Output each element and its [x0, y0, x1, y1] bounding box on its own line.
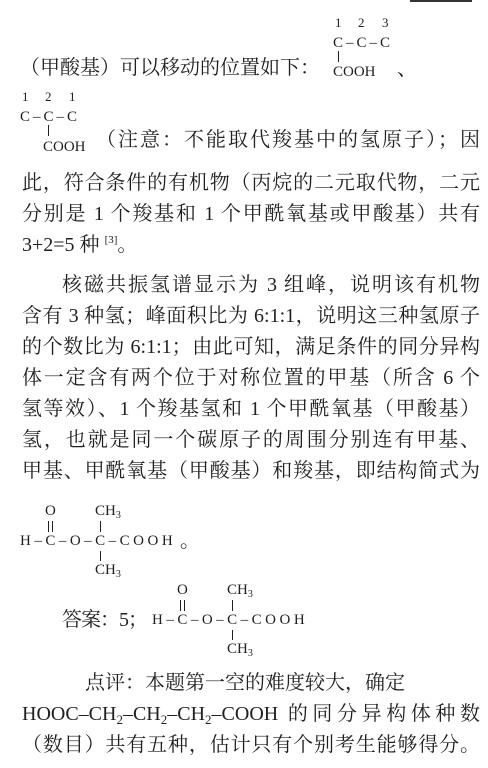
main-chain: H–C–O–C–COOH [152, 612, 309, 628]
carbon-chain: C–C–C [333, 35, 394, 51]
double-bond [180, 600, 181, 611]
formula-part: –CH [122, 703, 161, 725]
paragraph-1-line: 此，符合条件的有机物（丙烷的二元取代物，二元 [22, 172, 480, 194]
double-bond [184, 600, 185, 611]
review-line-3: （数目）共有五种，估计只有个别考生能够得分。 [22, 734, 480, 756]
paragraph-1-line: 分别是 1 个羧基和 1 个甲酰氧基或甲酸基）共有 [22, 203, 480, 225]
double-bond [52, 521, 53, 532]
formula-part: –CH [167, 703, 206, 725]
methyl-group-top [95, 502, 121, 520]
header-rule [410, 0, 472, 2]
methyl-group-bottom [227, 640, 253, 658]
methyl-group-top [227, 581, 253, 599]
citation-marker: [3] [104, 234, 118, 246]
single-bond [100, 521, 101, 532]
methyl-base: CH [227, 582, 248, 598]
review-line-2 [22, 701, 480, 727]
double-bond [48, 521, 49, 532]
paragraph-2-line: 甲基、甲酰氧基（甲酸基）和羧基，即结构简式为 [22, 460, 480, 482]
position-number: 1 [69, 89, 76, 104]
carboxyl-group: COOH [43, 139, 86, 155]
single-bond [338, 51, 339, 62]
formula-subscript: 2 [116, 712, 123, 727]
carboxyl-group: COOH [333, 64, 376, 80]
position-number: 3 [382, 15, 389, 30]
review-line-1: 点评：本题第一空的难度较大，确定 [85, 672, 405, 694]
single-bond [100, 551, 101, 561]
single-bond [232, 600, 233, 611]
formula-subscript: 2 [205, 712, 212, 727]
position-number: 2 [45, 89, 52, 104]
answer-structural-formula [152, 581, 312, 661]
methyl-subscript: 3 [247, 589, 253, 600]
review-line-2-text: 的同分异构体种数 [278, 703, 480, 725]
formula-subscript: 2 [160, 712, 168, 727]
single-bond [232, 630, 233, 640]
structure-position-1-3 [333, 14, 405, 82]
methyl-group-bottom [95, 561, 121, 579]
paragraph-2-line: 体一定含有两个位于对称位置的甲基（所含 6 个 [22, 367, 480, 389]
carbonyl-oxygen: O [45, 503, 56, 519]
intro-line-1: （甲酸基）可以移动的位置如下： [20, 57, 320, 79]
position-number: 1 [335, 15, 342, 30]
result-text: 3+2=5 种 [22, 234, 105, 256]
formula-part: –COOH [211, 703, 279, 725]
methyl-base: CH [95, 562, 116, 578]
period: 。 [117, 234, 138, 256]
paragraph-2-line: 核磁共振氢谱显示为 3 组峰，说明该有机物 [62, 274, 480, 296]
position-number: 2 [358, 15, 365, 30]
paragraph-2-line: 氢，也就是同一个碳原子的周围分别连有甲基、 [22, 429, 480, 451]
formula-part: HOOC–CH [22, 703, 117, 725]
paragraph-2-line: 含有 3 种氢；峰面积比为 6:1:1，说明这三种氢原子 [22, 305, 480, 327]
position-number: 1 [22, 89, 29, 104]
answer-label: 答案：5； [62, 609, 147, 631]
period: 。 [180, 530, 200, 552]
separator-comma: 、 [397, 58, 417, 80]
paragraph-1-last-line [22, 232, 137, 258]
methyl-subscript: 3 [115, 510, 121, 521]
methyl-base: CH [95, 503, 116, 519]
single-bond [48, 125, 49, 136]
structural-formula [20, 502, 205, 582]
structure-position-1-2-1 [20, 88, 92, 158]
paragraph-2-line: 的个数比为 6:1:1；由此可知，满足条件的同分异构 [22, 336, 480, 358]
paragraph-2-line: 氢等效）、1 个羧基氢和 1 个甲酰氧基（甲酸基） [22, 398, 480, 420]
carbon-chain: C–C–C [20, 109, 81, 125]
main-chain: H–C–O–C–COOH [20, 533, 177, 549]
methyl-base: CH [227, 641, 248, 657]
carbonyl-oxygen: O [177, 582, 188, 598]
methyl-subscript: 3 [247, 648, 253, 659]
methyl-subscript: 3 [115, 569, 121, 580]
intro-line-2: （注意：不能取代羧基中的氢原子）；因 [96, 129, 480, 151]
